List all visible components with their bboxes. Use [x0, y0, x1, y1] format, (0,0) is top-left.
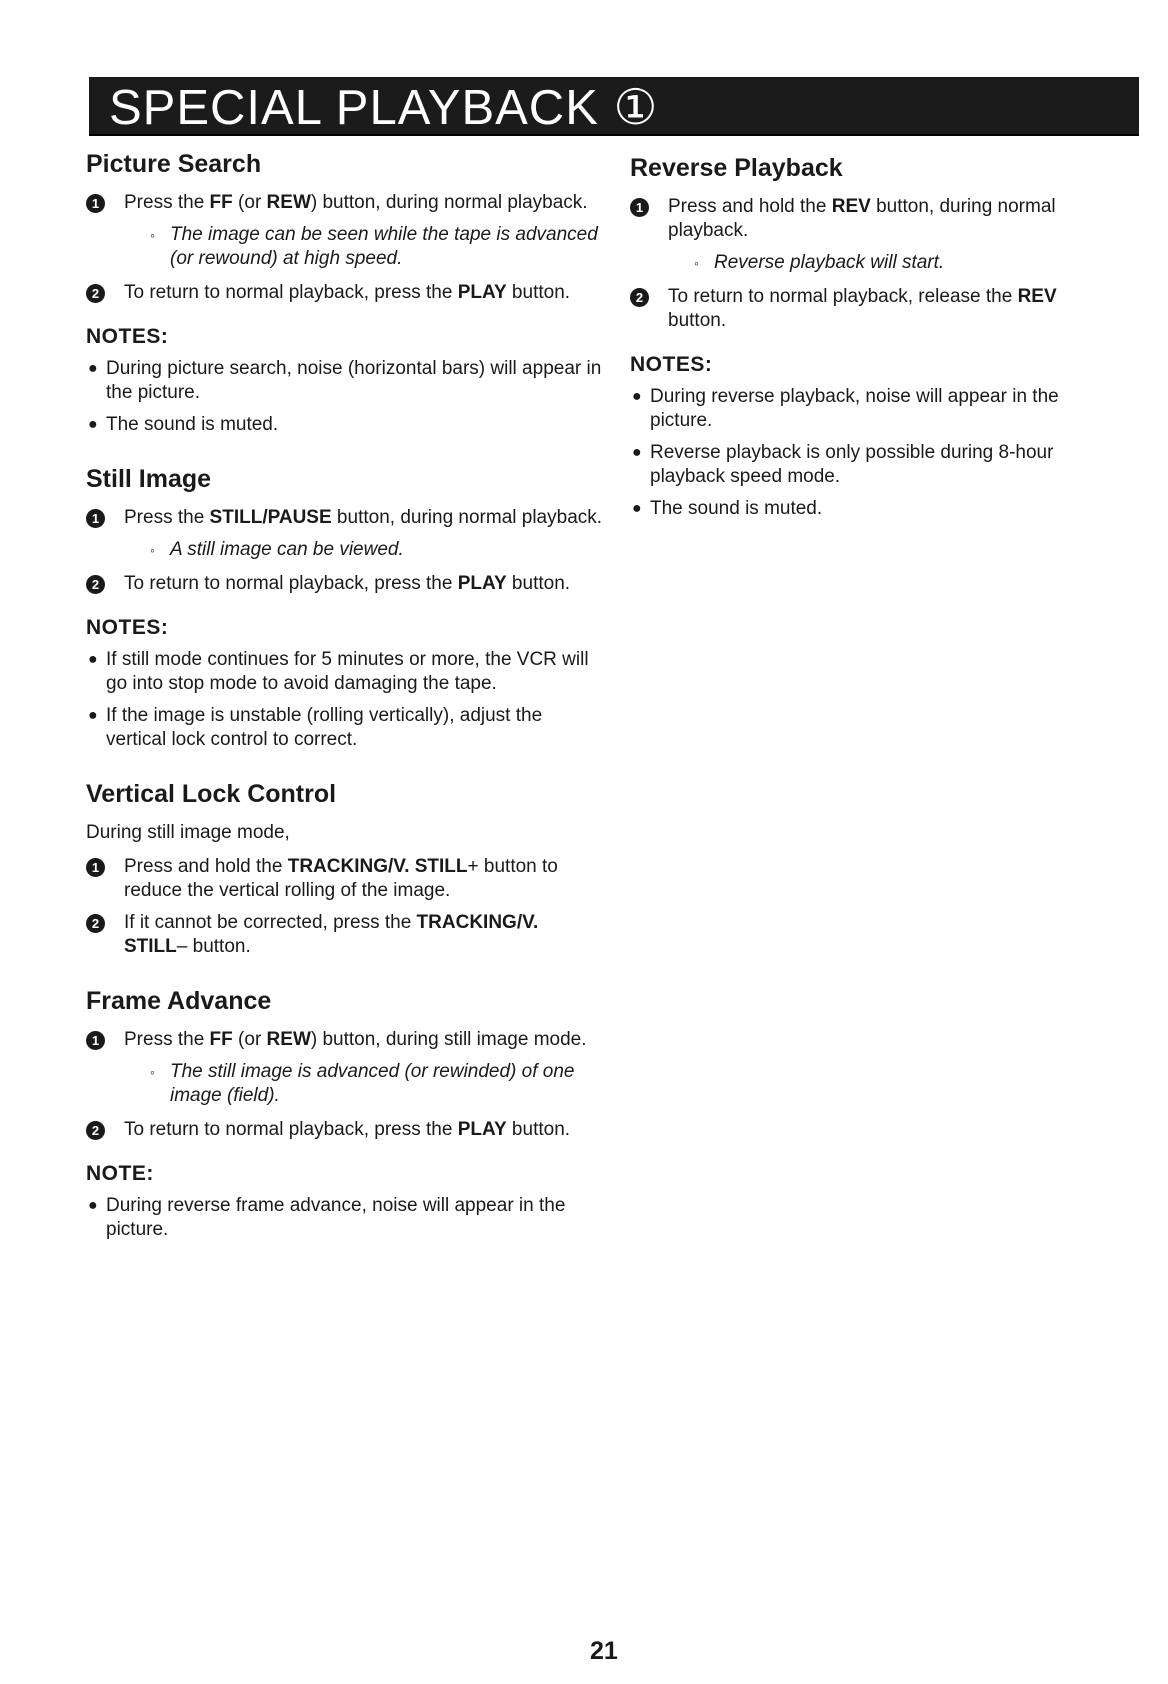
step-number-icon: 2 [86, 1121, 105, 1140]
frame-advance-step-1-result: ◦ The still image is advanced (or rewinded) of one image (field). [150, 1061, 575, 1106]
notes-label: NOTES: [86, 616, 169, 639]
notes-label: NOTES: [630, 353, 713, 376]
reverse-playback-step-2: 2 To return to normal playback, release the REV button. [630, 285, 1100, 333]
step-number-icon: 1 [86, 194, 105, 213]
step-number-icon: 1 [86, 1031, 105, 1050]
step-number-icon: 2 [86, 284, 105, 303]
step-number-icon: 2 [86, 575, 105, 594]
hollow-bullet-icon: ◦ [150, 227, 155, 243]
vertical-lock-intro: During still image mode, [86, 822, 290, 843]
picture-search-section [86, 150, 606, 437]
bullet-icon: ● [88, 360, 98, 377]
reverse-playback-step-1-result: ◦ Reverse playback will start. [694, 252, 945, 273]
picture-search-step-1: 1 Press the FF (or REW) button, during normal playback. [86, 191, 606, 215]
note-item: ● During reverse frame advance, noise will appear in the picture. [88, 1195, 566, 1240]
bullet-icon: ● [632, 388, 642, 405]
note-item: ● If the image is unstable (rolling vertically), adjust the vertical lock control to correct. [88, 705, 543, 750]
step-number-icon: 1 [630, 198, 649, 217]
bullet-icon: ● [88, 707, 98, 724]
step-number-icon: 2 [630, 288, 649, 307]
bullet-icon: ● [632, 444, 642, 461]
right-column [630, 154, 1100, 549]
frame-advance-step-1: 1 Press the FF (or REW) button, during still image mode. [86, 1028, 606, 1052]
notes-label: NOTES: [86, 325, 169, 348]
reverse-playback-heading: Reverse Playback [630, 154, 843, 182]
note-item: ● If still mode continues for 5 minutes or more, the VCR will go into stop mode to avoid damaging the tape. [88, 649, 589, 694]
picture-search-heading: Picture Search [86, 150, 262, 178]
vertical-lock-step-1: 1 Press and hold the TRACKING/V. STILL+ button to reduce the vertical rolling of the image. [86, 855, 606, 903]
bullet-icon: ● [632, 500, 642, 517]
hollow-bullet-icon: ◦ [150, 542, 155, 558]
vertical-lock-step-2: 2 If it cannot be corrected, press the TRACKING/V. STILL– button. [86, 911, 606, 959]
left-column [86, 150, 606, 1270]
page-title: SPECIAL PLAYBACK ① [109, 81, 659, 135]
bullet-icon: ● [88, 416, 98, 433]
still-image-step-1: 1 Press the STILL/PAUSE button, during normal playback. [86, 506, 606, 530]
bullet-icon: ● [88, 651, 98, 668]
note-item: ● During reverse playback, noise will appear in the picture. [632, 386, 1059, 431]
frame-advance-step-2: 2 To return to normal playback, press the PLAY button. [86, 1118, 606, 1142]
still-image-section [86, 465, 606, 752]
still-image-step-1-result: ◦ A still image can be viewed. [150, 539, 404, 560]
step-number-icon: 1 [86, 509, 105, 528]
note-item: ● Reverse playback is only possible during 8-hour playback speed mode. [632, 442, 1054, 487]
note-item: ● The sound is muted. [88, 414, 279, 435]
reverse-playback-section [630, 154, 1100, 521]
note-item: ● The sound is muted. [632, 498, 823, 519]
page-number: 21 [590, 1637, 618, 1665]
hollow-bullet-icon: ◦ [150, 1064, 155, 1080]
vertical-lock-section [86, 780, 606, 959]
picture-search-step-2: 2 To return to normal playback, press the PLAY button. [86, 281, 606, 305]
bullet-icon: ● [88, 1197, 98, 1214]
still-image-step-2: 2 To return to normal playback, press the PLAY button. [86, 572, 606, 596]
step-number-icon: 1 [86, 858, 105, 877]
step-number-icon: 2 [86, 914, 105, 933]
frame-advance-heading: Frame Advance [86, 987, 272, 1015]
reverse-playback-step-1: 1 Press and hold the REV button, during normal playback. [630, 195, 1100, 243]
note-item: ● During picture search, noise (horizontal bars) will appear in the picture. [88, 358, 602, 403]
vertical-lock-heading: Vertical Lock Control [86, 780, 337, 808]
hollow-bullet-icon: ◦ [694, 255, 699, 271]
page-banner [89, 77, 1139, 136]
still-image-heading: Still Image [86, 465, 212, 493]
frame-advance-section [86, 987, 606, 1242]
note-label: NOTE: [86, 1162, 154, 1185]
picture-search-step-1-result: ◦ The image can be seen while the tape is advanced (or rewound) at high speed. [150, 224, 598, 269]
